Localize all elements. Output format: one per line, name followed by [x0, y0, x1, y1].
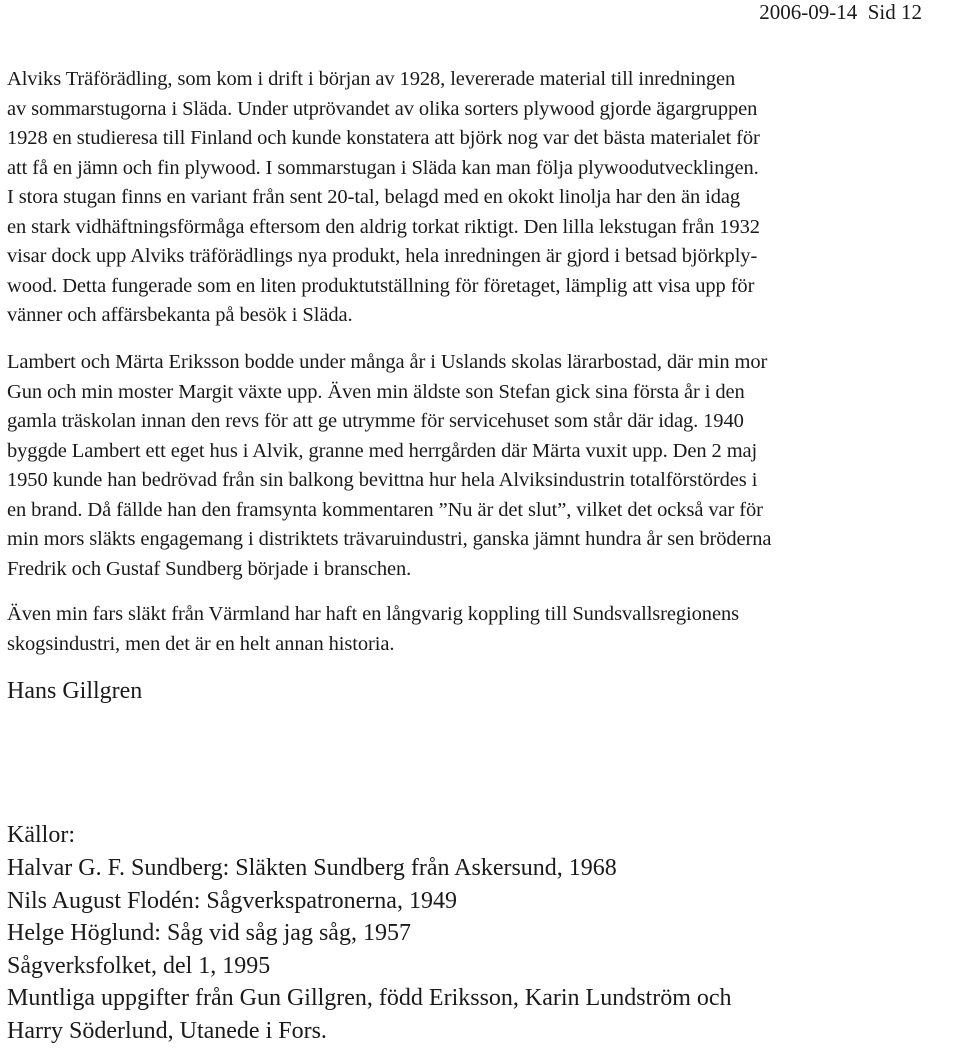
- paragraph-line: att få en jämn och fin plywood. I sommarstugan i Släda kan man följa plywoodutvecklingen.: [7, 156, 759, 179]
- paragraph-line: Fredrik och Gustaf Sundberg började i branschen.: [7, 557, 412, 580]
- page-header: [759, 0, 922, 24]
- paragraph-line: en stark vidhäftningsförmåga eftersom den aldrig torkat riktigt. Den lilla lekstugan från 1932: [7, 215, 760, 238]
- source-item: Helge Höglund: Såg vid såg jag såg, 1957: [7, 920, 411, 946]
- sources-list: [7, 852, 957, 1047]
- source-item: Harry Söderlund, Utanede i Fors.: [7, 1017, 327, 1044]
- paragraph-1: [7, 65, 957, 331]
- source-item: Sågverksfolket, del 1, 1995: [7, 952, 271, 979]
- header-date: 2006-09-14: [759, 0, 858, 24]
- paragraph-line: Gun och min moster Margit växte upp. Även min äldste son Stefan gick sina första år i den: [7, 380, 745, 403]
- paragraph-line: vänner och affärsbekanta på besök i Släda.: [7, 304, 353, 326]
- sources-heading: Källor:: [7, 822, 75, 848]
- paragraph-3: [7, 600, 957, 659]
- paragraph-line: Alviks Träförädling, som kom i drift i början av 1928, levererade material till inredningen: [7, 68, 736, 90]
- paragraph-line: I stora stugan finns en variant från sent 20-tal, belagd med en okokt linolja har den än idag: [7, 186, 741, 208]
- paragraph-line: en brand. Då fällde han den framsynta kommentaren ”Nu är det slut”, vilket det också var för: [7, 498, 763, 521]
- paragraph-line: av sommarstugorna i Släda. Under utprövandet av olika sorters plywood gjorde ägargruppen: [7, 97, 758, 120]
- source-item: Halvar G. F. Sundberg: Släkten Sundberg från Askersund, 1968: [7, 855, 617, 881]
- paragraph-line: 1928 en studieresa till Finland och kunde konstatera att björk nog var det bästa materialet för: [7, 127, 760, 149]
- source-item: Muntliga uppgifter från Gun Gillgren, född Eriksson, Karin Lundström och: [7, 985, 732, 1011]
- paragraph-line: Lambert och Märta Eriksson bodde under många år i Uslands skolas lärarbostad, där min mor: [7, 351, 768, 373]
- header-page-number: Sid 12: [867, 0, 922, 24]
- paragraph-line: min mors släkts engagemang i distriktets trävaruindustri, ganska jämnt hundra år sen bröderna: [7, 528, 772, 550]
- source-item: Nils August Flodén: Sågverkspatronerna, 1949: [7, 887, 457, 914]
- paragraph-line: skogsindustri, men det är en helt annan historia.: [7, 632, 395, 655]
- paragraph-line: wood. Detta fungerade som en liten produktutställning för företaget, lämplig att visa upp för: [7, 274, 755, 297]
- paragraph-line: gamla träskolan innan den revs för att ge utrymme för servicehuset som står där idag. 1940: [7, 410, 744, 432]
- author-signature: Hans Gillgren: [7, 678, 143, 704]
- paragraph-line: 1950 kunde han bedrövad från sin balkong bevittna hur hela Alviksindustrin totalförstördes i: [7, 469, 758, 491]
- paragraph-line: byggde Lambert ett eget hus i Alvik, granne med herrgården där Märta vuxit upp. Den 2 maj: [7, 439, 758, 462]
- paragraph-line: Även min fars släkt från Värmland har haft en långvarig koppling till Sundsvallsregionens: [7, 603, 739, 625]
- paragraph-2: [7, 348, 957, 584]
- paragraph-line: visar dock upp Alviks träförädlings nya produkt, hela inredningen är gjord i betsad björkply-: [7, 245, 758, 267]
